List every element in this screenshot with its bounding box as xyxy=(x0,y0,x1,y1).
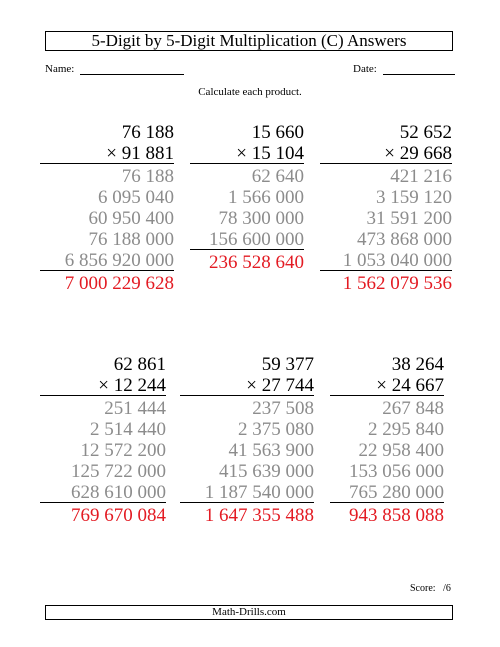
footer-site: Math-Drills.com xyxy=(45,605,453,620)
instructions: Calculate each product. xyxy=(198,86,302,98)
score xyxy=(410,583,451,594)
date-line xyxy=(383,64,455,75)
answer-rule xyxy=(330,502,444,503)
partial-product: 6 856 920 000 xyxy=(64,250,174,271)
problem-4 xyxy=(40,354,166,534)
partial-product: 153 056 000 xyxy=(349,461,444,482)
multiplier: × 12 244 xyxy=(98,375,166,396)
operand-rule xyxy=(180,395,314,396)
answer-rule xyxy=(320,270,452,271)
product-answer: 236 528 640 xyxy=(209,252,304,273)
multiplier: × 91 881 xyxy=(106,143,174,164)
partial-product: 41 563 900 xyxy=(228,440,314,461)
partial-product: 6 095 040 xyxy=(98,187,174,208)
partial-product: 60 950 400 xyxy=(88,208,174,229)
partial-product: 1 566 000 xyxy=(228,187,304,208)
problem-3 xyxy=(320,122,452,302)
operand-rule xyxy=(40,163,174,164)
partial-product: 421 216 xyxy=(390,166,452,187)
operand-rule xyxy=(320,163,452,164)
partial-product: 76 188 000 xyxy=(88,229,174,250)
partial-product: 1 053 040 000 xyxy=(342,250,452,271)
partial-product: 2 514 440 xyxy=(90,419,166,440)
problem-2 xyxy=(190,122,304,302)
multiplier: × 15 104 xyxy=(236,143,304,164)
partial-product: 267 848 xyxy=(382,398,444,419)
score-total: /6 xyxy=(443,583,451,594)
partial-product: 473 868 000 xyxy=(357,229,452,250)
multiplier: × 24 667 xyxy=(376,375,444,396)
partial-product: 2 375 080 xyxy=(238,419,314,440)
multiplier: × 29 668 xyxy=(384,143,452,164)
partial-product: 12 572 200 xyxy=(80,440,166,461)
answer-rule xyxy=(180,502,314,503)
name-line xyxy=(80,64,184,75)
multiplicand: 59 377 xyxy=(261,354,314,375)
partial-product: 1 187 540 000 xyxy=(204,482,314,503)
partial-product: 2 295 840 xyxy=(368,419,444,440)
partial-product: 125 722 000 xyxy=(71,461,166,482)
partial-product: 415 639 000 xyxy=(219,461,314,482)
answer-rule xyxy=(40,270,174,271)
partial-product: 156 600 000 xyxy=(209,229,304,250)
answer-rule xyxy=(190,249,304,250)
product-answer: 943 858 088 xyxy=(349,505,444,526)
operand-rule xyxy=(190,163,304,164)
partial-product: 237 508 xyxy=(252,398,314,419)
partial-product: 765 280 000 xyxy=(349,482,444,503)
partial-product: 22 958 400 xyxy=(358,440,444,461)
partial-product: 3 159 120 xyxy=(376,187,452,208)
partial-product: 628 610 000 xyxy=(71,482,166,503)
multiplicand: 76 188 xyxy=(121,122,174,143)
name-label: Name: xyxy=(45,63,75,75)
multiplicand: 62 861 xyxy=(113,354,166,375)
problem-1 xyxy=(40,122,174,302)
product-answer: 7 000 229 628 xyxy=(64,273,174,294)
date-label: Date: xyxy=(353,63,377,75)
name-field xyxy=(45,63,184,75)
product-answer: 1 562 079 536 xyxy=(342,273,452,294)
multiplicand: 38 264 xyxy=(391,354,444,375)
problem-6 xyxy=(330,354,444,534)
partial-product: 78 300 000 xyxy=(218,208,304,229)
partial-product: 76 188 xyxy=(121,166,174,187)
problem-5 xyxy=(180,354,314,534)
operand-rule xyxy=(40,395,166,396)
worksheet-title: 5-Digit by 5-Digit Multiplication (C) Answers xyxy=(45,31,453,51)
partial-product: 31 591 200 xyxy=(366,208,452,229)
multiplicand: 15 660 xyxy=(251,122,304,143)
score-label: Score: xyxy=(410,583,436,594)
product-answer: 769 670 084 xyxy=(71,505,166,526)
partial-product: 251 444 xyxy=(104,398,166,419)
date-field xyxy=(353,63,455,75)
multiplier: × 27 744 xyxy=(246,375,314,396)
operand-rule xyxy=(330,395,444,396)
multiplicand: 52 652 xyxy=(399,122,452,143)
partial-product: 62 640 xyxy=(251,166,304,187)
answer-rule xyxy=(40,502,166,503)
product-answer: 1 647 355 488 xyxy=(204,505,314,526)
